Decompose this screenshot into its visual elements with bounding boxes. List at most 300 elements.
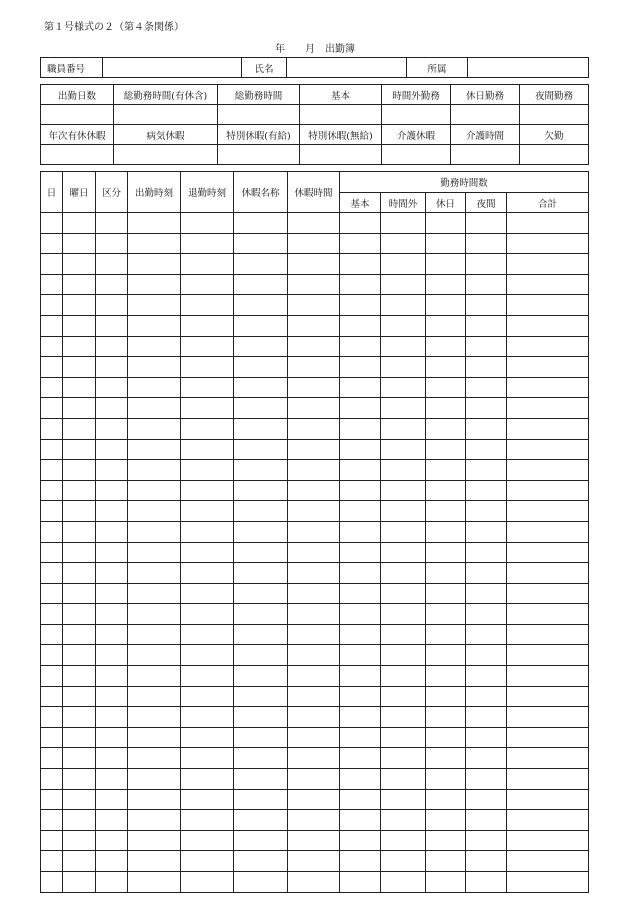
table-cell[interactable]: [507, 872, 589, 893]
table-cell[interactable]: [381, 624, 426, 645]
table-cell[interactable]: [96, 439, 128, 460]
table-cell[interactable]: [340, 315, 381, 336]
table-cell[interactable]: [426, 810, 466, 831]
table-cell[interactable]: [288, 748, 340, 769]
table-cell[interactable]: [63, 686, 96, 707]
table-cell[interactable]: [234, 460, 288, 481]
table-cell[interactable]: [96, 872, 128, 893]
table-cell[interactable]: [288, 872, 340, 893]
table-cell[interactable]: [426, 624, 466, 645]
table-cell[interactable]: [381, 274, 426, 295]
table-cell[interactable]: [181, 336, 234, 357]
table-cell[interactable]: [63, 501, 96, 522]
table-cell[interactable]: [381, 418, 426, 439]
table-cell[interactable]: [466, 254, 507, 275]
table-cell[interactable]: [63, 521, 96, 542]
table-cell[interactable]: [63, 460, 96, 481]
table-cell[interactable]: [181, 480, 234, 501]
table-cell[interactable]: [381, 315, 426, 336]
table-cell[interactable]: [426, 769, 466, 790]
table-cell[interactable]: [288, 542, 340, 563]
table-cell[interactable]: [128, 769, 181, 790]
table-cell[interactable]: [41, 872, 63, 893]
table-cell[interactable]: [63, 748, 96, 769]
table-cell[interactable]: [128, 624, 181, 645]
table-cell[interactable]: [381, 789, 426, 810]
table-cell[interactable]: [507, 377, 589, 398]
summary-value-cell[interactable]: [451, 145, 520, 165]
summary-value-cell[interactable]: [41, 145, 114, 165]
table-cell[interactable]: [426, 501, 466, 522]
table-cell[interactable]: [234, 501, 288, 522]
table-cell[interactable]: [63, 563, 96, 584]
table-cell[interactable]: [340, 769, 381, 790]
table-cell[interactable]: [466, 563, 507, 584]
table-cell[interactable]: [96, 769, 128, 790]
table-cell[interactable]: [426, 315, 466, 336]
table-cell[interactable]: [128, 480, 181, 501]
table-cell[interactable]: [63, 315, 96, 336]
table-cell[interactable]: [381, 439, 426, 460]
table-cell[interactable]: [288, 624, 340, 645]
table-cell[interactable]: [507, 418, 589, 439]
table-cell[interactable]: [426, 604, 466, 625]
table-cell[interactable]: [128, 398, 181, 419]
table-cell[interactable]: [41, 810, 63, 831]
table-cell[interactable]: [63, 666, 96, 687]
summary-value-cell[interactable]: [218, 105, 300, 125]
table-cell[interactable]: [181, 418, 234, 439]
table-cell[interactable]: [507, 810, 589, 831]
table-cell[interactable]: [96, 336, 128, 357]
table-cell[interactable]: [234, 521, 288, 542]
table-cell[interactable]: [63, 398, 96, 419]
table-cell[interactable]: [381, 521, 426, 542]
table-cell[interactable]: [340, 727, 381, 748]
table-cell[interactable]: [381, 645, 426, 666]
table-cell[interactable]: [41, 460, 63, 481]
table-cell[interactable]: [381, 480, 426, 501]
table-cell[interactable]: [63, 439, 96, 460]
table-cell[interactable]: [63, 604, 96, 625]
table-cell[interactable]: [181, 295, 234, 316]
table-cell[interactable]: [381, 686, 426, 707]
table-cell[interactable]: [128, 439, 181, 460]
table-cell[interactable]: [288, 439, 340, 460]
table-cell[interactable]: [181, 707, 234, 728]
table-cell[interactable]: [96, 748, 128, 769]
table-cell[interactable]: [181, 460, 234, 481]
table-cell[interactable]: [507, 707, 589, 728]
table-cell[interactable]: [181, 748, 234, 769]
table-cell[interactable]: [340, 295, 381, 316]
table-cell[interactable]: [288, 295, 340, 316]
table-cell[interactable]: [128, 707, 181, 728]
table-cell[interactable]: [234, 295, 288, 316]
table-cell[interactable]: [181, 439, 234, 460]
table-cell[interactable]: [381, 357, 426, 378]
table-cell[interactable]: [63, 789, 96, 810]
table-cell[interactable]: [340, 501, 381, 522]
table-cell[interactable]: [234, 769, 288, 790]
table-cell[interactable]: [426, 254, 466, 275]
table-cell[interactable]: [381, 769, 426, 790]
table-cell[interactable]: [288, 583, 340, 604]
table-cell[interactable]: [340, 872, 381, 893]
table-cell[interactable]: [41, 418, 63, 439]
table-cell[interactable]: [234, 542, 288, 563]
table-cell[interactable]: [381, 604, 426, 625]
table-cell[interactable]: [507, 336, 589, 357]
table-cell[interactable]: [466, 460, 507, 481]
table-cell[interactable]: [340, 686, 381, 707]
table-cell[interactable]: [288, 418, 340, 439]
table-cell[interactable]: [128, 830, 181, 851]
table-cell[interactable]: [96, 254, 128, 275]
table-cell[interactable]: [466, 377, 507, 398]
table-cell[interactable]: [507, 769, 589, 790]
table-cell[interactable]: [63, 377, 96, 398]
table-cell[interactable]: [41, 501, 63, 522]
table-cell[interactable]: [340, 377, 381, 398]
table-cell[interactable]: [63, 583, 96, 604]
table-cell[interactable]: [234, 830, 288, 851]
table-cell[interactable]: [426, 872, 466, 893]
table-cell[interactable]: [288, 377, 340, 398]
table-cell[interactable]: [288, 315, 340, 336]
table-cell[interactable]: [426, 418, 466, 439]
table-cell[interactable]: [181, 233, 234, 254]
table-cell[interactable]: [63, 336, 96, 357]
table-cell[interactable]: [96, 851, 128, 872]
table-cell[interactable]: [288, 769, 340, 790]
table-cell[interactable]: [426, 645, 466, 666]
table-cell[interactable]: [426, 336, 466, 357]
table-cell[interactable]: [96, 213, 128, 234]
summary-value-cell[interactable]: [382, 145, 451, 165]
table-cell[interactable]: [128, 233, 181, 254]
table-cell[interactable]: [340, 789, 381, 810]
table-cell[interactable]: [96, 418, 128, 439]
table-cell[interactable]: [128, 727, 181, 748]
table-cell[interactable]: [128, 315, 181, 336]
table-cell[interactable]: [96, 789, 128, 810]
table-cell[interactable]: [41, 830, 63, 851]
table-cell[interactable]: [288, 810, 340, 831]
table-cell[interactable]: [234, 254, 288, 275]
table-cell[interactable]: [507, 686, 589, 707]
table-cell[interactable]: [96, 480, 128, 501]
table-cell[interactable]: [96, 686, 128, 707]
table-cell[interactable]: [426, 274, 466, 295]
table-cell[interactable]: [96, 501, 128, 522]
table-cell[interactable]: [466, 315, 507, 336]
table-cell[interactable]: [128, 851, 181, 872]
table-cell[interactable]: [466, 666, 507, 687]
table-cell[interactable]: [234, 213, 288, 234]
table-cell[interactable]: [381, 727, 426, 748]
table-cell[interactable]: [340, 645, 381, 666]
table-cell[interactable]: [507, 748, 589, 769]
table-cell[interactable]: [181, 254, 234, 275]
table-cell[interactable]: [381, 254, 426, 275]
table-cell[interactable]: [128, 254, 181, 275]
table-cell[interactable]: [340, 460, 381, 481]
table-cell[interactable]: [41, 357, 63, 378]
table-cell[interactable]: [41, 274, 63, 295]
table-cell[interactable]: [63, 830, 96, 851]
table-cell[interactable]: [181, 666, 234, 687]
table-cell[interactable]: [466, 707, 507, 728]
table-cell[interactable]: [181, 274, 234, 295]
table-cell[interactable]: [426, 521, 466, 542]
table-cell[interactable]: [96, 707, 128, 728]
table-cell[interactable]: [234, 789, 288, 810]
summary-value-cell[interactable]: [218, 145, 300, 165]
table-cell[interactable]: [63, 810, 96, 831]
table-cell[interactable]: [381, 398, 426, 419]
table-cell[interactable]: [426, 789, 466, 810]
table-cell[interactable]: [288, 501, 340, 522]
table-cell[interactable]: [181, 398, 234, 419]
table-cell[interactable]: [41, 254, 63, 275]
table-cell[interactable]: [381, 233, 426, 254]
summary-value-cell[interactable]: [300, 105, 382, 125]
table-cell[interactable]: [466, 727, 507, 748]
table-cell[interactable]: [234, 727, 288, 748]
table-cell[interactable]: [381, 460, 426, 481]
table-cell[interactable]: [128, 542, 181, 563]
table-cell[interactable]: [507, 542, 589, 563]
table-cell[interactable]: [381, 295, 426, 316]
table-cell[interactable]: [128, 748, 181, 769]
table-cell[interactable]: [96, 377, 128, 398]
table-cell[interactable]: [466, 501, 507, 522]
table-cell[interactable]: [507, 563, 589, 584]
table-cell[interactable]: [63, 418, 96, 439]
table-cell[interactable]: [340, 439, 381, 460]
table-cell[interactable]: [507, 604, 589, 625]
table-cell[interactable]: [63, 274, 96, 295]
table-cell[interactable]: [507, 501, 589, 522]
table-cell[interactable]: [128, 583, 181, 604]
table-cell[interactable]: [288, 830, 340, 851]
table-cell[interactable]: [288, 233, 340, 254]
table-cell[interactable]: [181, 501, 234, 522]
name-field[interactable]: [287, 58, 407, 78]
table-cell[interactable]: [466, 851, 507, 872]
table-cell[interactable]: [507, 789, 589, 810]
table-cell[interactable]: [128, 213, 181, 234]
table-cell[interactable]: [340, 357, 381, 378]
table-cell[interactable]: [466, 645, 507, 666]
table-cell[interactable]: [128, 460, 181, 481]
table-cell[interactable]: [288, 460, 340, 481]
table-cell[interactable]: [426, 542, 466, 563]
table-cell[interactable]: [288, 645, 340, 666]
table-cell[interactable]: [507, 851, 589, 872]
table-cell[interactable]: [63, 872, 96, 893]
table-cell[interactable]: [96, 521, 128, 542]
table-cell[interactable]: [381, 336, 426, 357]
table-cell[interactable]: [288, 336, 340, 357]
table-cell[interactable]: [340, 213, 381, 234]
table-cell[interactable]: [181, 686, 234, 707]
table-cell[interactable]: [181, 583, 234, 604]
table-cell[interactable]: [466, 542, 507, 563]
table-cell[interactable]: [181, 315, 234, 336]
table-cell[interactable]: [340, 666, 381, 687]
table-cell[interactable]: [41, 542, 63, 563]
table-cell[interactable]: [41, 213, 63, 234]
table-cell[interactable]: [128, 501, 181, 522]
table-cell[interactable]: [507, 480, 589, 501]
table-cell[interactable]: [426, 830, 466, 851]
table-cell[interactable]: [63, 233, 96, 254]
table-cell[interactable]: [96, 398, 128, 419]
table-cell[interactable]: [41, 727, 63, 748]
table-cell[interactable]: [340, 398, 381, 419]
table-cell[interactable]: [381, 748, 426, 769]
table-cell[interactable]: [63, 645, 96, 666]
table-cell[interactable]: [340, 583, 381, 604]
table-cell[interactable]: [340, 604, 381, 625]
table-cell[interactable]: [41, 851, 63, 872]
table-cell[interactable]: [426, 398, 466, 419]
table-cell[interactable]: [41, 563, 63, 584]
table-cell[interactable]: [63, 480, 96, 501]
table-cell[interactable]: [340, 336, 381, 357]
table-cell[interactable]: [340, 707, 381, 728]
table-cell[interactable]: [234, 748, 288, 769]
table-cell[interactable]: [426, 460, 466, 481]
table-cell[interactable]: [466, 213, 507, 234]
table-cell[interactable]: [288, 789, 340, 810]
table-cell[interactable]: [96, 645, 128, 666]
table-cell[interactable]: [340, 521, 381, 542]
table-cell[interactable]: [96, 295, 128, 316]
table-cell[interactable]: [128, 295, 181, 316]
table-cell[interactable]: [288, 213, 340, 234]
table-cell[interactable]: [96, 233, 128, 254]
table-cell[interactable]: [507, 233, 589, 254]
table-cell[interactable]: [507, 727, 589, 748]
table-cell[interactable]: [181, 851, 234, 872]
table-cell[interactable]: [234, 398, 288, 419]
table-cell[interactable]: [63, 769, 96, 790]
table-cell[interactable]: [288, 604, 340, 625]
table-cell[interactable]: [288, 686, 340, 707]
table-cell[interactable]: [181, 830, 234, 851]
table-cell[interactable]: [41, 398, 63, 419]
table-cell[interactable]: [426, 686, 466, 707]
table-cell[interactable]: [234, 666, 288, 687]
table-cell[interactable]: [381, 213, 426, 234]
table-cell[interactable]: [181, 872, 234, 893]
table-cell[interactable]: [466, 872, 507, 893]
table-cell[interactable]: [96, 315, 128, 336]
table-cell[interactable]: [234, 645, 288, 666]
summary-value-cell[interactable]: [520, 145, 589, 165]
table-cell[interactable]: [96, 357, 128, 378]
table-cell[interactable]: [181, 727, 234, 748]
table-cell[interactable]: [234, 480, 288, 501]
table-cell[interactable]: [234, 851, 288, 872]
table-cell[interactable]: [181, 357, 234, 378]
table-cell[interactable]: [128, 521, 181, 542]
summary-value-cell[interactable]: [382, 105, 451, 125]
table-cell[interactable]: [426, 233, 466, 254]
table-cell[interactable]: [128, 604, 181, 625]
table-cell[interactable]: [234, 583, 288, 604]
table-cell[interactable]: [381, 377, 426, 398]
table-cell[interactable]: [234, 315, 288, 336]
table-cell[interactable]: [426, 583, 466, 604]
table-cell[interactable]: [63, 254, 96, 275]
table-cell[interactable]: [181, 604, 234, 625]
table-cell[interactable]: [466, 336, 507, 357]
table-cell[interactable]: [426, 851, 466, 872]
table-cell[interactable]: [41, 789, 63, 810]
table-cell[interactable]: [63, 357, 96, 378]
table-cell[interactable]: [507, 666, 589, 687]
table-cell[interactable]: [507, 583, 589, 604]
table-cell[interactable]: [41, 769, 63, 790]
table-cell[interactable]: [466, 748, 507, 769]
table-cell[interactable]: [340, 624, 381, 645]
table-cell[interactable]: [466, 686, 507, 707]
table-cell[interactable]: [181, 213, 234, 234]
table-cell[interactable]: [96, 460, 128, 481]
table-cell[interactable]: [41, 336, 63, 357]
table-cell[interactable]: [181, 789, 234, 810]
table-cell[interactable]: [507, 213, 589, 234]
table-cell[interactable]: [128, 686, 181, 707]
table-cell[interactable]: [234, 439, 288, 460]
table-cell[interactable]: [381, 851, 426, 872]
table-cell[interactable]: [507, 254, 589, 275]
table-cell[interactable]: [426, 377, 466, 398]
table-cell[interactable]: [96, 624, 128, 645]
table-cell[interactable]: [381, 542, 426, 563]
table-cell[interactable]: [41, 604, 63, 625]
table-cell[interactable]: [181, 563, 234, 584]
table-cell[interactable]: [234, 624, 288, 645]
table-cell[interactable]: [63, 727, 96, 748]
table-cell[interactable]: [234, 233, 288, 254]
table-cell[interactable]: [466, 583, 507, 604]
table-cell[interactable]: [507, 315, 589, 336]
table-cell[interactable]: [426, 480, 466, 501]
table-cell[interactable]: [234, 872, 288, 893]
table-cell[interactable]: [507, 830, 589, 851]
table-cell[interactable]: [96, 542, 128, 563]
table-cell[interactable]: [181, 810, 234, 831]
table-cell[interactable]: [128, 810, 181, 831]
table-cell[interactable]: [96, 604, 128, 625]
table-cell[interactable]: [340, 480, 381, 501]
table-cell[interactable]: [381, 501, 426, 522]
table-cell[interactable]: [41, 233, 63, 254]
table-cell[interactable]: [288, 357, 340, 378]
summary-value-cell[interactable]: [114, 105, 218, 125]
table-cell[interactable]: [426, 727, 466, 748]
summary-value-cell[interactable]: [41, 105, 114, 125]
table-cell[interactable]: [288, 480, 340, 501]
table-cell[interactable]: [466, 789, 507, 810]
table-cell[interactable]: [234, 274, 288, 295]
table-cell[interactable]: [288, 851, 340, 872]
